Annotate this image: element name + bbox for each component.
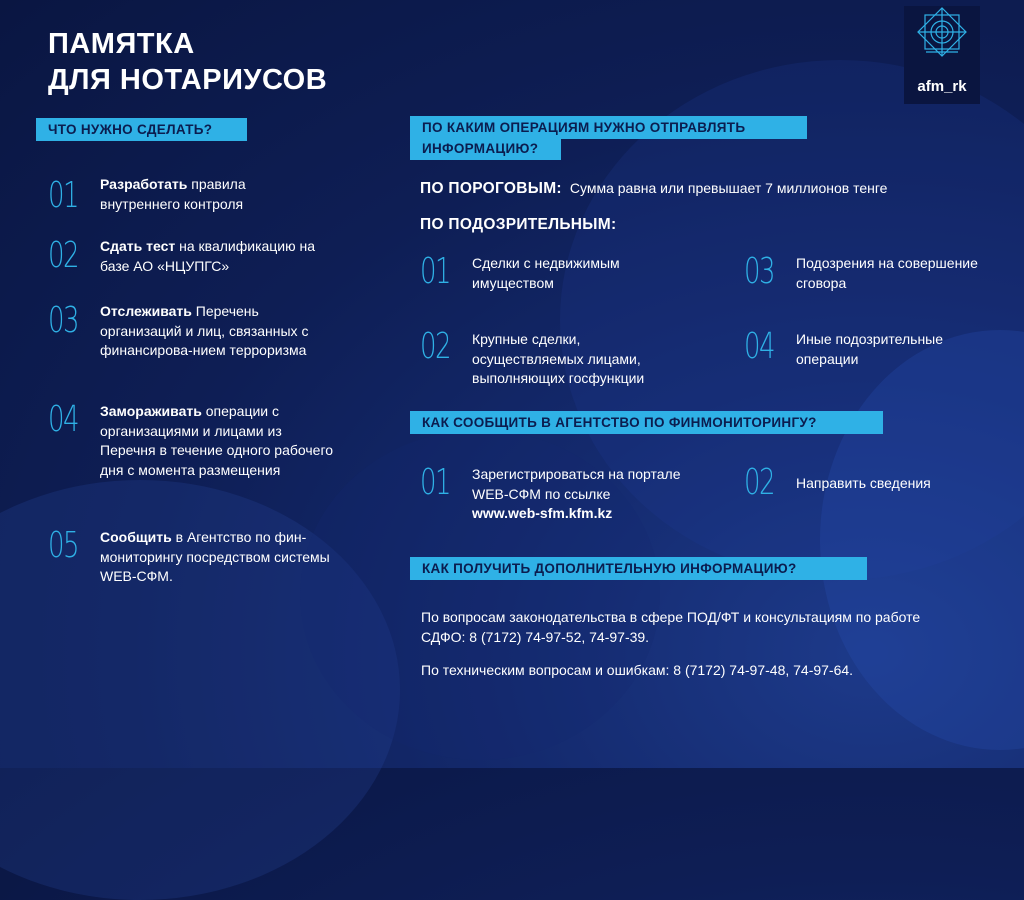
- item-number: 03: [48, 300, 79, 341]
- item-number: 02: [420, 326, 451, 367]
- item-text: правила внутреннего контроля: [100, 176, 246, 212]
- list-item: Направить сведения: [796, 475, 931, 491]
- list-item: [472, 465, 702, 524]
- item-bold-text: Разработать: [100, 176, 188, 192]
- item-number: 02: [48, 235, 79, 276]
- item-text: операции с организациями и лицами из Перечня в течение одного рабочего дня с момента размещения: [100, 403, 334, 478]
- list-item: Иные подозрительные операции: [796, 331, 944, 367]
- title-line-2: ДЛЯ НОТАРИУСОВ: [48, 64, 328, 96]
- list-item: [100, 402, 335, 480]
- list-item: Сделки с недвижимым имуществом: [472, 255, 620, 291]
- list-item: [100, 302, 315, 361]
- tag-which-operations: ПО КАКИМ ОПЕРАЦИЯМ НУЖНО ОТПРАВЛЯТЬ: [410, 116, 807, 139]
- item-number: 04: [744, 326, 775, 367]
- info-paragraph-legislation: По вопросам законодательства в сфере ПОД/ФТ и консультациям по работе СДФО: 8 (7172) 74-97-52, 74-97-39.: [421, 609, 921, 645]
- item-number: 04: [48, 399, 79, 440]
- logo-emblem-icon: [904, 6, 980, 78]
- list-item: [100, 237, 335, 276]
- item-text: в Агентство по фин-мониторингу посредством системы WEB-СФМ.: [100, 529, 330, 584]
- item-text: Перечень организаций и лиц, связанных с финансирова-нием терроризма: [100, 303, 309, 358]
- info-paragraph-technical: По техническим вопросам и ошибкам: 8 (7172) 74-97-48, 74-97-64.: [421, 662, 854, 678]
- item-number: 03: [744, 251, 775, 292]
- item-number: 01: [48, 175, 79, 216]
- threshold-heading: [420, 180, 887, 198]
- web-sfm-link[interactable]: www.web-sfm.kfm.kz: [472, 505, 613, 521]
- page-title: [48, 26, 327, 98]
- list-item: [100, 175, 310, 214]
- item-bold-text: Сообщить: [100, 529, 172, 545]
- item-number: 05: [48, 525, 79, 566]
- list-item: Подозрения на совершение сговора: [796, 255, 978, 291]
- item-number: 02: [744, 462, 775, 503]
- title-line-1: ПАМЯТКА: [48, 28, 195, 60]
- logo-text: afm_rk: [917, 78, 967, 95]
- threshold-label: ПО ПОРОГОВЫМ:: [420, 180, 562, 197]
- tag-more-info: КАК ПОЛУЧИТЬ ДОПОЛНИТЕЛЬНУЮ ИНФОРМАЦИЮ?: [410, 557, 867, 580]
- background-shape: [820, 330, 1024, 750]
- item-text: на квалификацию на базе АО «НЦУПГС»: [100, 238, 316, 274]
- item-bold-text: Отслеживать: [100, 303, 192, 319]
- item-number: 01: [420, 462, 451, 503]
- item-number: 01: [420, 251, 451, 292]
- afm-logo: [904, 6, 980, 104]
- tag-what-to-do: ЧТО НУЖНО СДЕЛАТЬ?: [36, 118, 247, 141]
- item-bold-text: Сдать тест: [100, 238, 176, 254]
- item-text: Зарегистрироваться на портале WEB-СФМ по ссылке: [472, 466, 681, 502]
- item-bold-text: Замораживать: [100, 403, 202, 419]
- tag-which-operations-line2: ИНФОРМАЦИЮ?: [410, 137, 561, 160]
- list-item: [100, 528, 340, 587]
- tag-how-to-report: КАК СООБЩИТЬ В АГЕНТСТВО ПО ФИНМОНИТОРИНГУ?: [410, 411, 883, 434]
- suspicious-heading: ПО ПОДОЗРИТЕЛЬНЫМ:: [420, 216, 617, 233]
- list-item: Крупные сделки, осуществляемых лицами, выполняющих госфункции: [472, 331, 645, 386]
- threshold-text: Сумма равна или превышает 7 миллионов тенге: [569, 180, 888, 196]
